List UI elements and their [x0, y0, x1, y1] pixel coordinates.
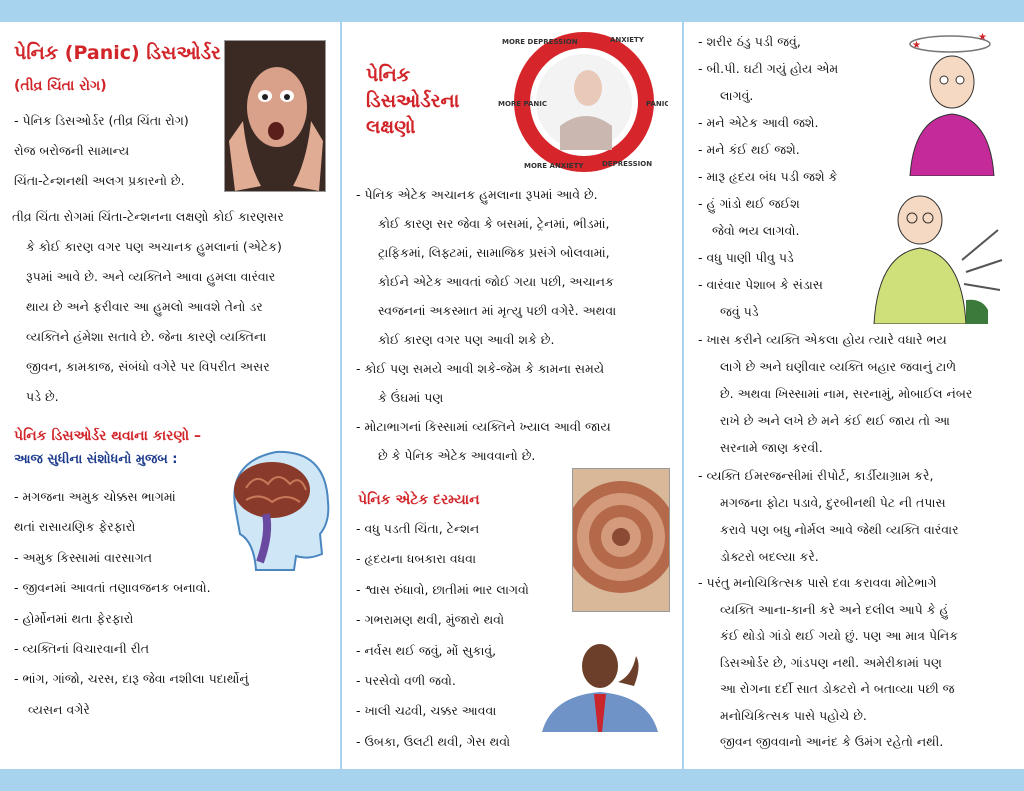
paragraph-line: મગજના ફોટા પડાવે, દુરબીનથી પેટ ની તપાસ	[720, 495, 946, 510]
tests-paragraph	[698, 462, 1016, 570]
symptoms-list	[356, 180, 678, 470]
paragraph-line: આ રોગના દર્દી સાત ડોક્ટરો ને બતાવ્યા પછી જ	[720, 681, 955, 696]
list-item: લાગવું.	[720, 88, 754, 103]
list-item: છે કે પેનિક એટેક આવવાનો છે.	[378, 448, 536, 463]
column-divider-left	[340, 22, 342, 769]
list-item: - અમુક કિસ્સામાં વારસાગત	[14, 549, 153, 565]
cycle-label: PANIC	[646, 100, 668, 108]
cycle-label: ANXIETY	[610, 36, 644, 44]
causes-list	[14, 482, 334, 725]
paragraph-line: તીવ્ર ચિંતા રોગમાં ચિંતા-ટેન્શનના લક્ષણો કોઈ કારણસર	[12, 209, 284, 224]
paragraph-line: લાગે છે અને ઘણીવાર વ્યક્તિ બહાર જવાનું ટાળે	[720, 359, 957, 374]
list-item: જેવો ભય લાગવો.	[712, 223, 800, 238]
paragraph-line: - વ્યક્તિ ઈમરજન્સીમાં રીપોર્ટ, કાર્ડીયાગ્રામ કરે,	[698, 468, 934, 483]
paragraph-line: જીવન જીવવાનો આનંદ કે ઉમંગ રહેતો નથી.	[720, 734, 944, 749]
symptoms-title-line: ડિસઓર્ડરના	[366, 90, 460, 112]
list-item: જવું પડે	[720, 304, 759, 319]
list-item: - ઉબકા, ઉલટી થવી, ગેસ થવો	[356, 733, 511, 749]
list-item: - કોઈ પણ સમયે આવી શકે-જેમ કે કામના સમયે	[356, 361, 605, 376]
paragraph-line: - પરંતુ મનોચિકિત્સક પાસે દવા કરાવવા મોટેભાગે	[698, 575, 937, 590]
intro-text	[14, 110, 224, 192]
shocked-man-image	[224, 40, 326, 192]
symptoms-title	[366, 62, 459, 140]
list-item: - બી.પી. ઘટી ગયું હોય એમ	[698, 61, 839, 76]
list-item: - મને કંઈ થઈ જશે.	[698, 142, 800, 157]
symptoms-title-line: પેનિક	[366, 64, 411, 86]
list-item: સ્વજનનાં અકસ્માત માં મૃત્યુ પછી વગેરે. અથવા	[378, 303, 617, 318]
list-item: - શ્વાસ રુંધાવો, છાતીમાં ભાર લાગવો	[356, 581, 529, 597]
paragraph-line: પડે છે.	[26, 389, 59, 404]
list-item: - પરસેવો વળી જવો.	[356, 673, 456, 689]
paragraph-line: ડોક્ટરો બદલ્યા કરે.	[720, 549, 819, 564]
column-2	[352, 26, 678, 765]
list-item: - મને એટેક આવી જશે.	[698, 115, 819, 130]
paragraph-line: ડિસઓર્ડર છે, ગાંડપણ નથી. અમેરીકામાં પણ	[720, 654, 942, 670]
list-item: - હોર્મોનમાં થતા ફેરફારો	[14, 610, 134, 626]
paragraph-line: કે કોઈ કારણ વગર પણ અચાનક હુમલાનાં (એટેક)	[26, 239, 282, 254]
list-item: - ખાલી ચઢવી, ચક્કર આવવા	[356, 703, 497, 719]
list-item: - વ્યક્તિનાં વિચારવાની રીત	[14, 641, 150, 657]
list-item: કે ઉંઘમાં પણ	[378, 390, 444, 405]
list-item: - મોટાભાગનાં કિસ્સામાં વ્યક્તિને ખ્યાલ આવી જાય	[356, 419, 611, 434]
svg-text:★: ★	[978, 32, 987, 43]
paragraph-line: - ખાસ કરીને વ્યક્તિ એકલા હોય ત્યારે વધારે ભય	[698, 332, 947, 347]
behavior-paragraph	[698, 326, 1016, 461]
stressed-man-image	[532, 636, 668, 732]
fear-list	[698, 28, 894, 325]
list-item: - વધુ પડતી ચિંતા, ટેન્શન	[356, 521, 480, 536]
list-item: - શરીર ઠંડુ પડી જવું,	[698, 34, 801, 49]
paragraph-line: છે. અથવા ખિસ્સામાં નામ, સરનામું, મોબાઈલ નંબર	[720, 386, 973, 401]
column-3	[694, 26, 1016, 765]
cycle-label: MORE PANIC	[498, 100, 548, 108]
list-item: - મારૂ હૃદય બંધ પડી જશે કે	[698, 169, 838, 184]
symptoms-title-line: લક્ષણો	[366, 116, 416, 138]
main-subtitle: (તીવ્ર ચિંતા રોગ)	[14, 78, 107, 94]
paragraph-line: જીવન, કામકાજ, સંબંધો વગેરે પર વિપરીત અસર	[26, 359, 270, 374]
list-item: - હું ગાંડો થઈ જઈશ	[698, 196, 800, 211]
list-item: - વારંવાર પેશાબ કે સંડાસ	[698, 277, 823, 292]
paragraph-line: કરાવે પણ બધુ નોર્મલ આવે જેથી વ્યક્તિ વારંવાર	[720, 522, 959, 537]
list-item: કોઈ કારણ વગર પણ આવી શકે છે.	[378, 332, 555, 347]
list-item: કોઈ કારણ સર જેવા કે બસમાં, ટ્રેનમાં, ભીડમાં,	[378, 216, 610, 231]
top-band	[0, 0, 1024, 22]
dizzy-cartoon-image	[890, 26, 1010, 176]
paragraph-line: રાખે છે અને લખે છે મને કંઈ થઈ જાય તો આ	[720, 413, 950, 428]
list-item: - ગભરામણ થવી, મુંજારો થવો	[356, 612, 505, 628]
paragraph-line: રૂપમાં આવે છે. અને વ્યક્તિને આવા હુમલા વારંવાર	[26, 269, 276, 284]
cycle-label: DEPRESSION	[602, 160, 653, 168]
chest-pain-cartoon-image	[870, 190, 1006, 324]
causes-subtitle: આજ સુધીના સંશોધનો મુજબ :	[14, 452, 178, 467]
list-item: થતાં રાસાયણિક ફેરફારો	[14, 519, 136, 535]
list-item: - પેનિક એટેક અચાનક હુમલાના રૂપમાં આવે છે.	[356, 187, 598, 202]
svg-text:★: ★	[912, 40, 921, 51]
blurred-face-image	[572, 468, 670, 612]
list-item: વ્યસન વગેરે	[28, 701, 90, 717]
bottom-band	[0, 769, 1024, 791]
during-attack-title: પેનિક એટેક દરમ્યાન	[358, 492, 480, 508]
cycle-label: MORE ANXIETY	[524, 162, 584, 170]
paragraph-line: સરનામે જાણ કરવી.	[720, 440, 823, 455]
anxiety-cycle-image	[498, 26, 668, 176]
column-1	[10, 26, 338, 765]
list-item: - જીવનમાં આવતાં તણાવજનક બનાવો.	[14, 580, 211, 596]
cycle-label: MORE DEPRESSION	[502, 38, 578, 46]
list-item: - વધુ પાણી પીવુ પડે	[698, 250, 794, 265]
paragraph-line: વ્યક્તિને હંમેશા સતાવે છે. જેના કારણે વ્યક્તિના	[26, 329, 267, 344]
list-item: કોઈને એટેક આવતાં જોઈ ગયા પછી, અચાનક	[378, 274, 614, 289]
description-paragraph	[12, 202, 338, 412]
paragraph-line: થાય છે અને ફરીવાર આ હુમલો આવશે તેનો ડર	[26, 299, 263, 314]
list-item: - હૃદયના ધબકારા વધવા	[356, 551, 477, 567]
main-title: પેનિક (Panic) ડિસઓર્ડર	[14, 42, 221, 64]
psychiatrist-paragraph	[698, 570, 1016, 756]
paragraph-line: કંઈ થોડો ગાંડો થઈ ગયો છું. પણ આ માત્ર પેનિક	[720, 628, 959, 643]
intro-line: ચિંતા-ટેન્શનથી અલગ પ્રકારનો છે.	[14, 173, 185, 188]
list-item: - નર્વસ થઈ જવું, મોં સુકાવું,	[356, 642, 497, 658]
intro-line: - પેનિક ડિસઓર્ડર (તીવ્ર ચિંતા રોગ)	[14, 113, 189, 128]
paragraph-line: વ્યક્તિ આના-કાની કરે અને દલીલ આપે કે હું	[720, 601, 949, 617]
list-item: ટ્રાફિકમાં, લિફ્ટમાં, સામાજિક પ્રસંગે બોલવામાં,	[378, 245, 610, 260]
list-item: - મગજના અમુક ચોક્કસ ભાગમાં	[14, 489, 176, 504]
intro-line: રોજ બરોજની સામાન્ય	[14, 143, 130, 158]
paragraph-line: મનોચિકિત્સક પાસે પહોચે છે.	[720, 707, 867, 723]
list-item: - ભાંગ, ગાંજો, ચરસ, દારૂ જેવા નશીલા પદાર્થોનું	[14, 671, 249, 687]
column-divider-right	[682, 22, 684, 769]
causes-title: પેનિક ડિસઓર્ડર થવાના કારણો –	[14, 428, 201, 444]
